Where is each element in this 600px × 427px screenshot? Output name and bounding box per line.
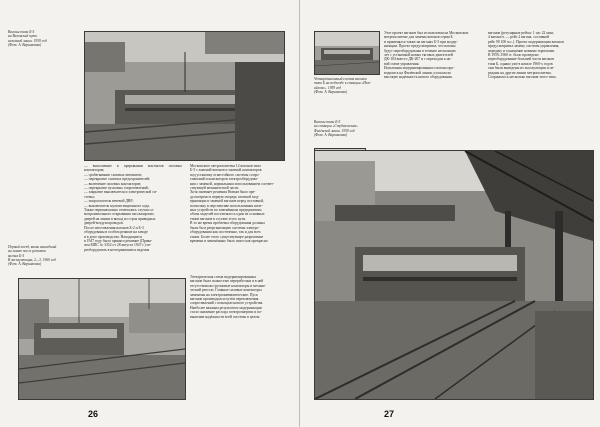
text-column-right: Московского метрополитена 12 вагонов типа Б-5 с заменой вагонов и заменой контакторов под установку огнестойкого системы сопро- тивлений и контакторов электрооборудова- ния с заменой, нормальным использованием соответ- ствующей механической части. Хотя заменяет решения Новым было пре- дусмотрено в первую очередь штатной мод- ернизации и заменой вагонов перед поставкой, поскольку в перспективе использования штат- ных устройств по заменённым предприятиям обоих моделей поставлялось один из основных типов вагонов в составе этого пути. В то же время проблемы оборудования должны были бы в реорганизацию системы электро- оборудования как постепенно, так и для всех типов. Более этого существующее разрешение времени и заменённых было снято как прекрасно bbox=[190, 164, 275, 243]
caption-top-left: Вагоны типа Б-5 на Виловский пути наземной линии. 1959 год (Фот. А. Варнаковка) bbox=[8, 30, 47, 47]
photo-depot-train bbox=[18, 278, 186, 400]
photo-train-embankment bbox=[84, 31, 285, 161]
right-page bbox=[300, 0, 600, 427]
text-column-b: вагонов (регулярные рейсы: 1 час 22 мин; 4 вагона/ч. — рейс 2 вагона, составной рейс 90 100 м.с.). Проект модернизации вагонов предусматривал замену системы управления, передачу и оснащение новыми тормозами. В 1959–1960 гг. было проведено переоборудование большей части вагонов типа Б, однако уже в начале 1960-х годов они были выведены из эксплуатации и пе- реданы на другие линии метрополитена. Сохранилось несколько вагонов этого типа. bbox=[488, 31, 564, 80]
caption-top-right: Четырёхвагонный состав вагонов типа Б на подъезде к станции «Изм- айлово». 1959 год (Фот. А. Варнаковка) bbox=[314, 77, 371, 94]
page-number-right: 27 bbox=[384, 409, 395, 419]
photo-train-approach bbox=[314, 31, 380, 75]
caption-mid-left: Первый поезд, вновь вышедший на линию после ремонта вагона Б-5 В эксплуатации, 2—3. 1960 год (Фот. А. Варнаковка) bbox=[8, 245, 57, 267]
caption-mid-right: Вагоны типа Б-5 на станции «Студенческая» Филёвской линии. 1959 год (Фот. А. Варнаковка) bbox=[314, 120, 358, 137]
text-column-bottom: Электрическая схема модернизированных вагонов была полностью переработана и в ней отсутствовали групповые контакторы и механи- ческий реостат. Главные силовые контакторы заменены на электропневматические. Пуск вагонов производился путём переключения сопротивлений с помощью нового устройства. Наиболее важным результатом модернизации стало снижение расхода электроэнергии и по- вышение надёжности всей системы в целом. bbox=[190, 275, 266, 319]
text-column-a: Этот проект вагонов был использован на Московском метрополитене для замены вагонов серии Б и применялся также на вагонах Б-5 при модер- низации. Проект предусматривал, что вагоны будут переоборудованы в течение нескольких лет с установкой новых тяговых двигателей ДК-104 вместо ДК-207 и с переходом к но- вой схеме управления. Испытания модернизированного вагона про- водились на Филёвской линии, и показали высокую надёжность нового оборудования. bbox=[384, 31, 469, 80]
page-number-left: 26 bbox=[88, 409, 99, 419]
photo-station-platform-train bbox=[314, 150, 594, 400]
text-column-top-left: — выполнение в прерывании контактов силовых контакторов; — срабатывание силовых автоматов; — перекрытие силовых предохранителей; — включение силовых контакторов; — перекрытие пусковых сопротивлений; — закрытие выключателя и электрической си- стемы; — искрогаситель вечевой ДВР; — выключатель мультисекционного хода. Также первоначально отмечались случаи са- мопроизвольного открывания пассажирских дверей на линии и выход из строя приводных дверей-воздухопроводов. После изготовления вагонов Б-2 и Б-3 оборудованы в особом режиме на заводе и в депо производства. Находящиеся в 1947 году было принято решение (Прика- зом МПС № 3352 от 28 августа 1947 г.) пе- реоборудовать в неоторвавшиеся изделия bbox=[84, 164, 182, 252]
